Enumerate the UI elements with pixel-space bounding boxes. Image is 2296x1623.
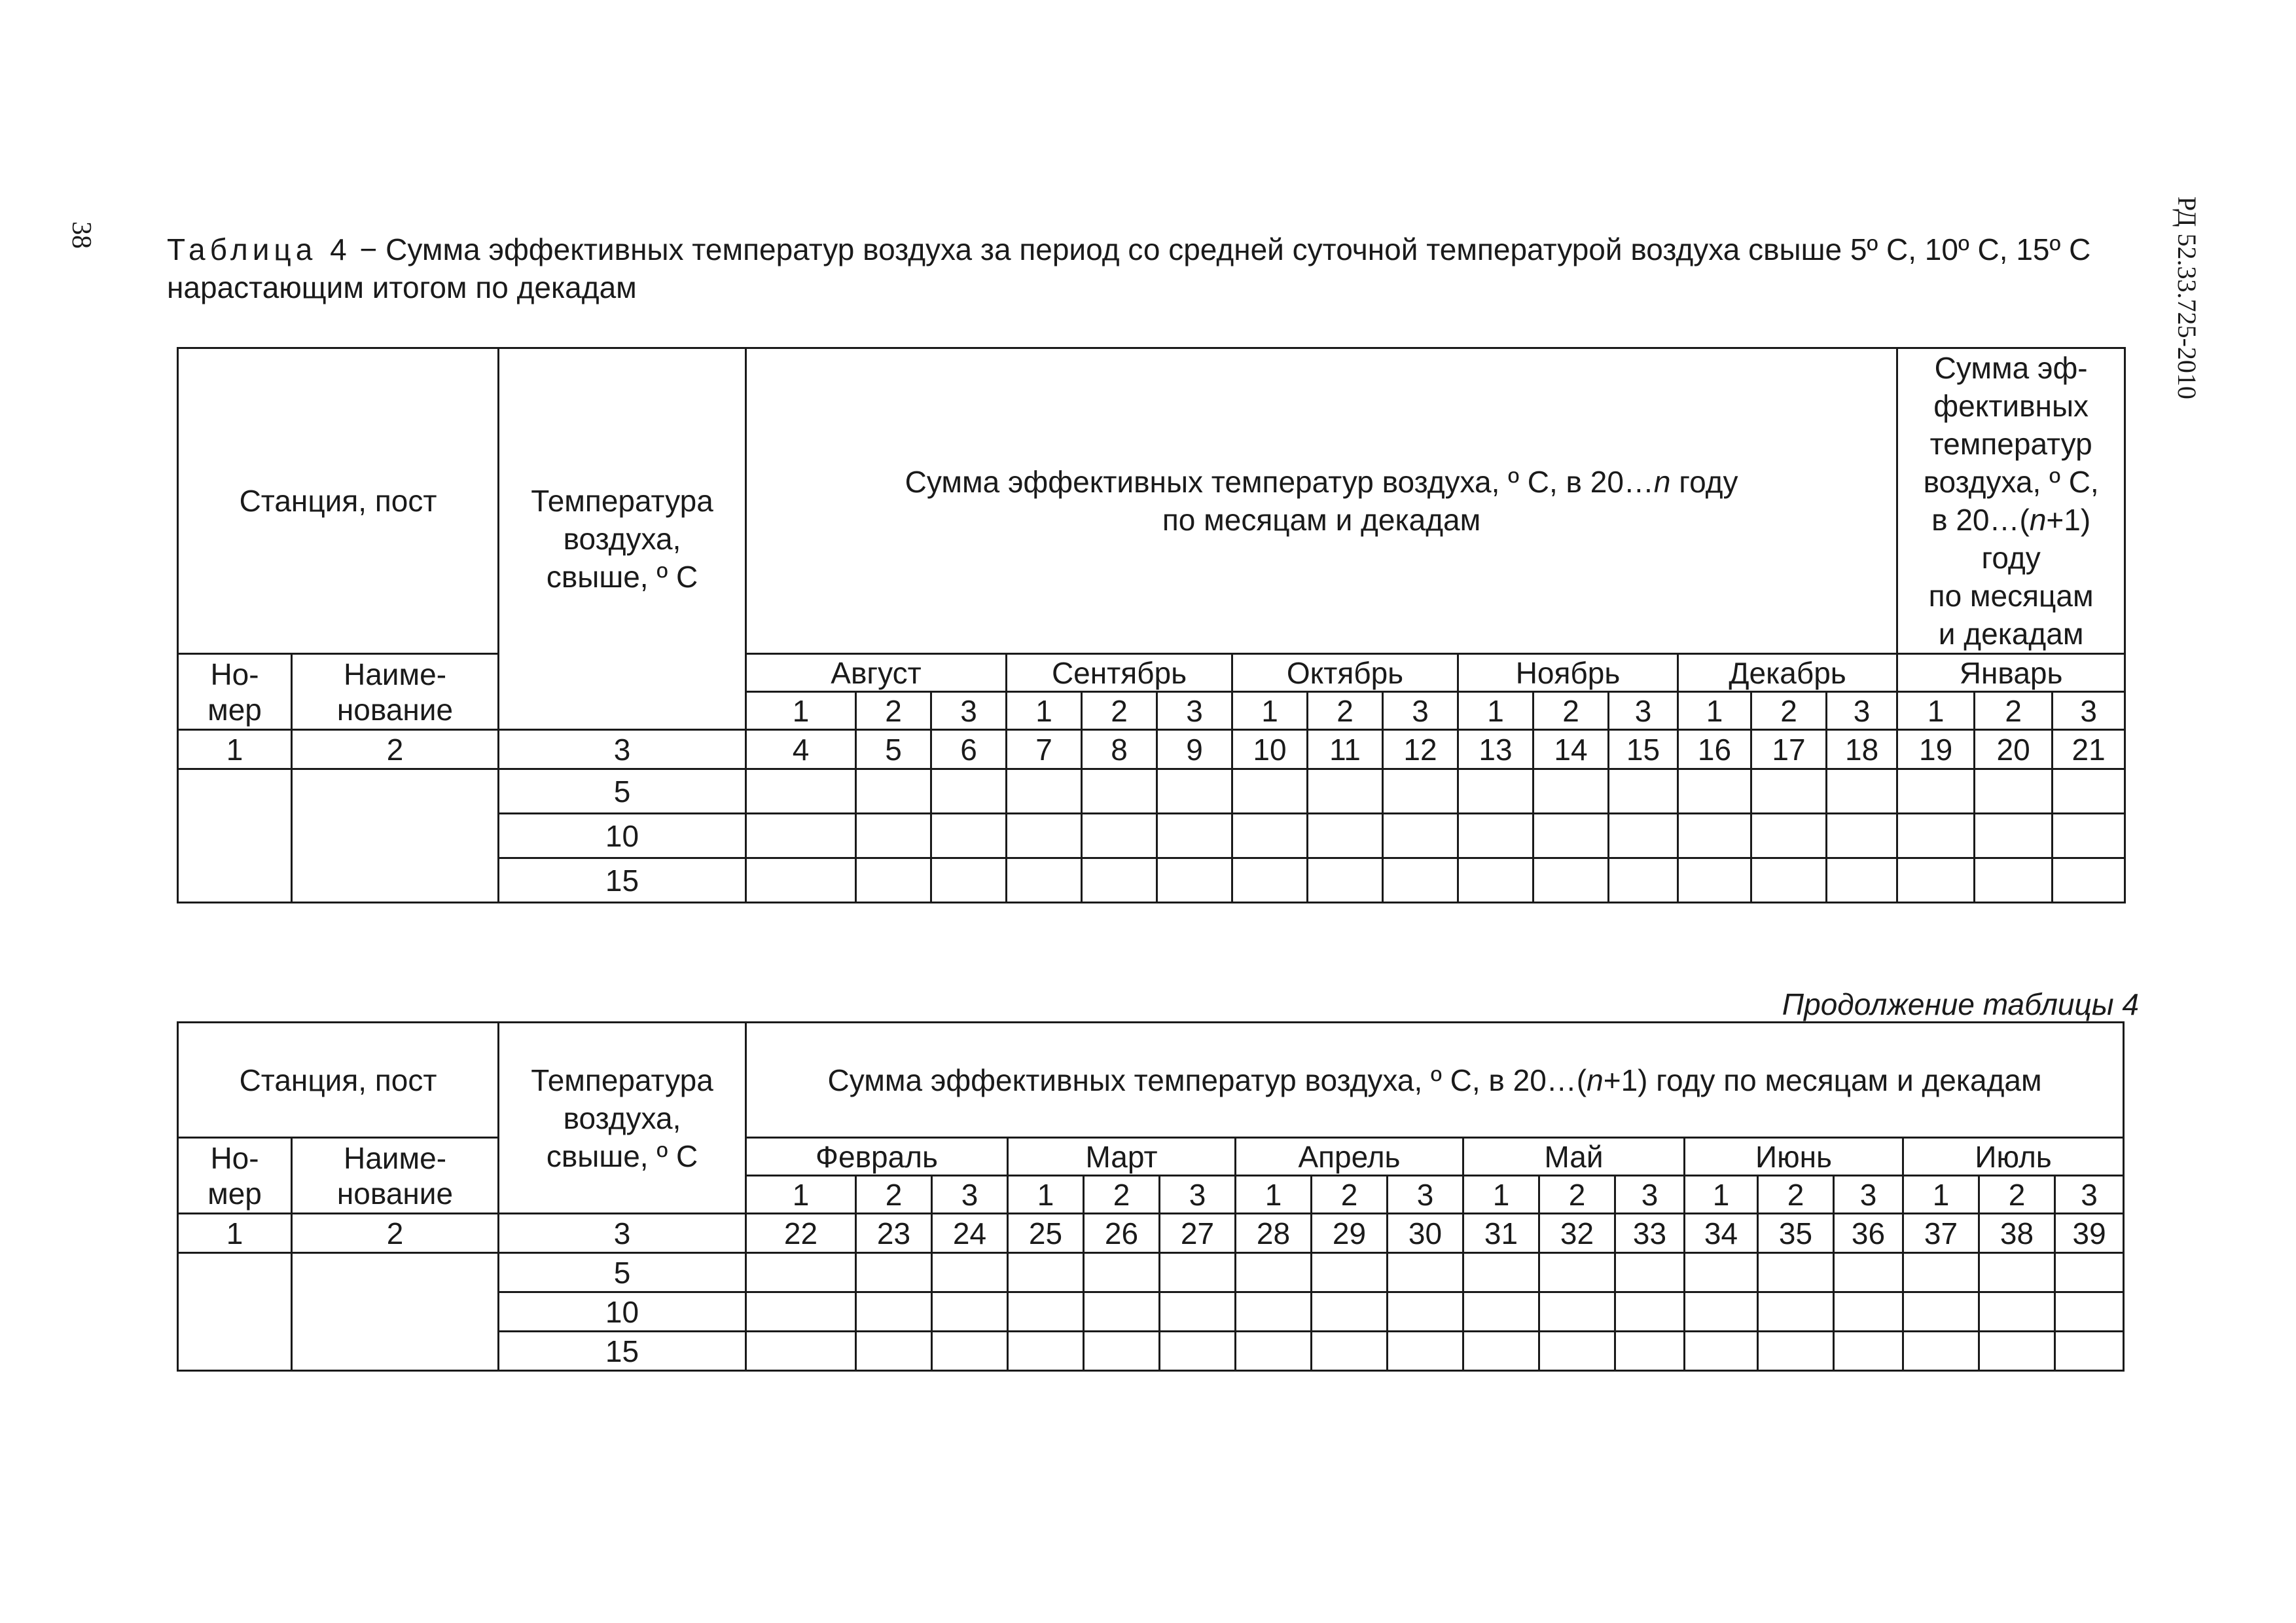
threshold-cell: 5 bbox=[499, 769, 746, 814]
column-number: 34 bbox=[1685, 1214, 1758, 1253]
side-header-line-1: Сумма эф- bbox=[1934, 351, 2088, 385]
side-header-line-5b: +1) bbox=[2046, 503, 2091, 537]
decade-header: 1 bbox=[746, 692, 856, 730]
side-header-n: n bbox=[2029, 503, 2047, 537]
month-header: Декабрь bbox=[1678, 654, 1897, 692]
side-header-line-7: по месяцам bbox=[1928, 579, 2094, 613]
column-number: 6 bbox=[931, 730, 1007, 769]
decade-header: 3 bbox=[931, 692, 1007, 730]
decade-header: 3 bbox=[1827, 692, 1897, 730]
column-number: 10 bbox=[1232, 730, 1308, 769]
column-number: 1 bbox=[178, 730, 292, 769]
threshold-cell: 5 bbox=[499, 1253, 746, 1292]
column-number: 14 bbox=[1534, 730, 1609, 769]
month-header: Октябрь bbox=[1232, 654, 1458, 692]
column-number: 8 bbox=[1082, 730, 1157, 769]
number-header bbox=[178, 654, 292, 730]
table-caption bbox=[167, 230, 2130, 306]
column-number: 11 bbox=[1308, 730, 1383, 769]
temperature-header-line-2: воздуха, bbox=[563, 522, 681, 556]
column-number: 19 bbox=[1897, 730, 1975, 769]
side-header-line-8: и декадам bbox=[1938, 617, 2084, 651]
caption-lead: Таблица 4 bbox=[167, 232, 351, 266]
decade-header: 3 bbox=[932, 1176, 1008, 1214]
column-number: 7 bbox=[1007, 730, 1082, 769]
column-number: 26 bbox=[1084, 1214, 1160, 1253]
column-number: 2 bbox=[292, 730, 499, 769]
sum-header-text: Сумма эффективных температур воздуха, º С, в 20…( bbox=[827, 1063, 1587, 1097]
column-number: 36 bbox=[1834, 1214, 1903, 1253]
decade-header: 2 bbox=[856, 1176, 932, 1214]
month-header: Август bbox=[746, 654, 1007, 692]
sum-header-year: году bbox=[1670, 465, 1738, 499]
decade-header: 2 bbox=[1312, 1176, 1388, 1214]
sum-header-text: Сумма эффективных температур воздуха, º С, в 20… bbox=[905, 465, 1654, 499]
threshold-cell: 10 bbox=[499, 814, 746, 858]
decade-header: 1 bbox=[1458, 692, 1534, 730]
decade-header: 1 bbox=[1236, 1176, 1312, 1214]
decade-header: 3 bbox=[1609, 692, 1678, 730]
number-cell bbox=[178, 1253, 292, 1371]
decade-header: 2 bbox=[1534, 692, 1609, 730]
decade-header: 2 bbox=[856, 692, 931, 730]
name-header bbox=[292, 654, 499, 730]
column-number: 18 bbox=[1827, 730, 1897, 769]
decade-header: 1 bbox=[1008, 1176, 1084, 1214]
number-header-line-1: Но- bbox=[210, 1140, 259, 1175]
decade-header: 3 bbox=[1157, 692, 1232, 730]
month-header: Ноябрь bbox=[1458, 654, 1678, 692]
decade-header: 3 bbox=[1834, 1176, 1903, 1214]
column-number: 35 bbox=[1758, 1214, 1834, 1253]
decade-header: 1 bbox=[1007, 692, 1082, 730]
sum-header-year: +1) году по месяцам и декадам bbox=[1603, 1063, 2042, 1097]
month-header: Февраль bbox=[746, 1138, 1008, 1176]
table-4-part-1 bbox=[177, 347, 2126, 903]
decade-header: 3 bbox=[2055, 1176, 2124, 1214]
column-number: 30 bbox=[1388, 1214, 1463, 1253]
column-number: 16 bbox=[1678, 730, 1751, 769]
month-header: Июнь bbox=[1685, 1138, 1903, 1176]
column-number: 24 bbox=[932, 1214, 1008, 1253]
name-cell bbox=[292, 1253, 499, 1371]
month-header: Май bbox=[1463, 1138, 1685, 1176]
side-header-line-2: фективных bbox=[1933, 389, 2089, 423]
decade-header: 2 bbox=[1751, 692, 1827, 730]
column-number: 12 bbox=[1383, 730, 1458, 769]
decade-header: 1 bbox=[1685, 1176, 1758, 1214]
decade-header: 2 bbox=[1308, 692, 1383, 730]
sum-header-n: n bbox=[1653, 465, 1671, 499]
number-header-line-1: Но- bbox=[210, 657, 259, 691]
name-header-line-2: нование bbox=[336, 692, 454, 727]
column-number: 33 bbox=[1615, 1214, 1685, 1253]
sum-header bbox=[746, 1023, 2124, 1138]
sum-header-n: n bbox=[1587, 1063, 1604, 1097]
decade-header: 3 bbox=[1383, 692, 1458, 730]
column-number: 21 bbox=[2053, 730, 2125, 769]
decade-header: 1 bbox=[1463, 1176, 1539, 1214]
caption-text: − Сумма эффективных температур воздуха за период со средней суточной температурой воздуха свыше 5º С, 10º С, 15º С нарастающим итогом по декадам bbox=[167, 232, 2091, 304]
temperature-header-line-2: воздуха, bbox=[563, 1101, 681, 1135]
decade-header: 1 bbox=[1678, 692, 1751, 730]
threshold-cell: 15 bbox=[499, 1332, 746, 1371]
month-header: Апрель bbox=[1236, 1138, 1463, 1176]
sum-header bbox=[746, 348, 1897, 654]
station-post-header: Станция, пост bbox=[178, 348, 499, 654]
decade-header: 1 bbox=[1232, 692, 1308, 730]
decade-header: 2 bbox=[1084, 1176, 1160, 1214]
side-header-line-5a: в 20…( bbox=[1931, 503, 2030, 537]
decade-header: 1 bbox=[1897, 692, 1975, 730]
decade-header: 1 bbox=[746, 1176, 856, 1214]
table-row bbox=[178, 1253, 2124, 1292]
column-number: 37 bbox=[1903, 1214, 1979, 1253]
name-header bbox=[292, 1138, 499, 1214]
column-number: 20 bbox=[1975, 730, 2053, 769]
decade-header: 2 bbox=[1979, 1176, 2055, 1214]
page-number: 38 bbox=[66, 221, 96, 249]
side-header-line-4: воздуха, º С, bbox=[1923, 465, 2099, 499]
table-row bbox=[178, 769, 2125, 814]
column-number: 32 bbox=[1539, 1214, 1615, 1253]
decade-header: 1 bbox=[1903, 1176, 1979, 1214]
column-number: 25 bbox=[1008, 1214, 1084, 1253]
continuation-label: Продолжение таблицы 4 bbox=[1782, 987, 2139, 1021]
number-cell bbox=[178, 769, 292, 903]
temperature-header-line-1: Температура bbox=[531, 484, 713, 518]
temperature-header bbox=[499, 1023, 746, 1214]
column-number: 39 bbox=[2055, 1214, 2124, 1253]
column-number: 28 bbox=[1236, 1214, 1312, 1253]
decade-header: 2 bbox=[1758, 1176, 1834, 1214]
side-header-line-6: году bbox=[1981, 541, 2041, 575]
decade-header: 3 bbox=[2053, 692, 2125, 730]
column-number: 1 bbox=[178, 1214, 292, 1253]
column-number: 13 bbox=[1458, 730, 1534, 769]
column-number: 23 bbox=[856, 1214, 932, 1253]
decade-header: 3 bbox=[1615, 1176, 1685, 1214]
name-header-line-1: Наиме- bbox=[343, 657, 447, 691]
month-header: Март bbox=[1008, 1138, 1236, 1176]
temperature-header-line-1: Температура bbox=[531, 1063, 713, 1097]
next-year-sum-header bbox=[1897, 348, 2125, 654]
threshold-cell: 15 bbox=[499, 858, 746, 903]
month-header: Январь bbox=[1897, 654, 2125, 692]
table-4-part-2 bbox=[177, 1021, 2125, 1372]
threshold-cell: 10 bbox=[499, 1292, 746, 1332]
month-header: Сентябрь bbox=[1007, 654, 1232, 692]
temperature-header bbox=[499, 348, 746, 730]
document-code: РД 52.33.725-2010 bbox=[2172, 196, 2202, 399]
column-number: 3 bbox=[499, 1214, 746, 1253]
decade-header: 2 bbox=[1539, 1176, 1615, 1214]
column-number: 5 bbox=[856, 730, 931, 769]
month-header: Июль bbox=[1903, 1138, 2124, 1176]
column-number: 15 bbox=[1609, 730, 1678, 769]
column-number: 4 bbox=[746, 730, 856, 769]
number-header-line-2: мер bbox=[207, 692, 262, 727]
column-number: 17 bbox=[1751, 730, 1827, 769]
column-number: 27 bbox=[1160, 1214, 1236, 1253]
name-cell bbox=[292, 769, 499, 903]
decade-header: 3 bbox=[1160, 1176, 1236, 1214]
number-header bbox=[178, 1138, 292, 1214]
decade-header: 2 bbox=[1975, 692, 2053, 730]
temperature-header-line-3: свыше, º С bbox=[546, 1139, 698, 1173]
decade-header: 3 bbox=[1388, 1176, 1463, 1214]
column-number: 22 bbox=[746, 1214, 856, 1253]
column-number: 3 bbox=[499, 730, 746, 769]
name-header-line-1: Наиме- bbox=[343, 1140, 447, 1175]
side-header-line-3: температур bbox=[1929, 427, 2092, 461]
column-number: 9 bbox=[1157, 730, 1232, 769]
temperature-header-line-3: свыше, º С bbox=[546, 560, 698, 594]
column-number: 38 bbox=[1979, 1214, 2055, 1253]
column-number: 2 bbox=[292, 1214, 499, 1253]
column-number: 29 bbox=[1312, 1214, 1388, 1253]
decade-header: 2 bbox=[1082, 692, 1157, 730]
name-header-line-2: нование bbox=[336, 1176, 454, 1211]
column-number: 31 bbox=[1463, 1214, 1539, 1253]
sum-header-line-2: по месяцам и декадам bbox=[1162, 503, 1481, 537]
station-post-header: Станция, пост bbox=[178, 1023, 499, 1138]
number-header-line-2: мер bbox=[207, 1176, 262, 1211]
